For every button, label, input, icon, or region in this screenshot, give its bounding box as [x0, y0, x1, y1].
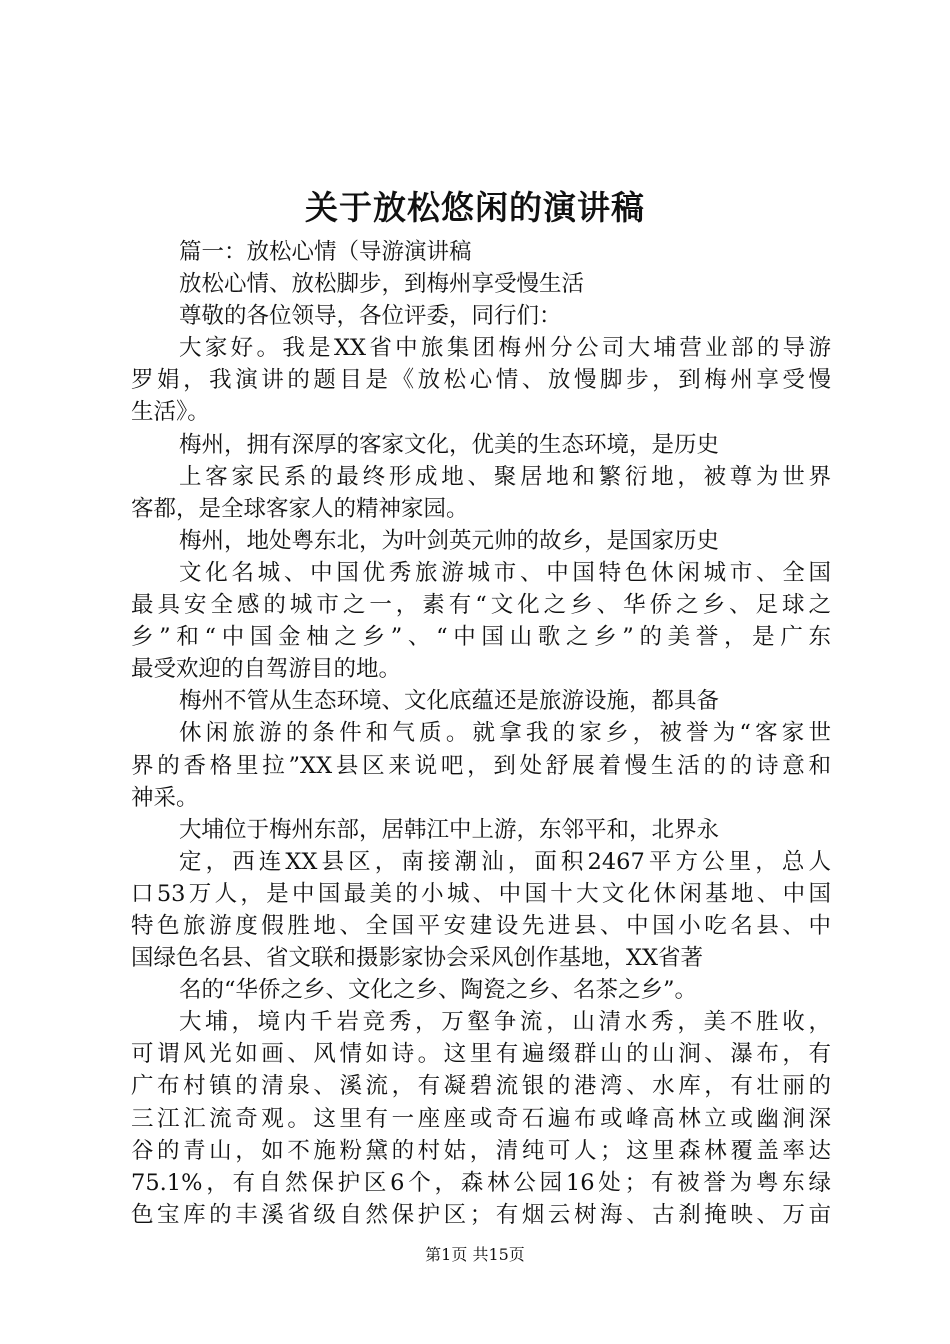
body-line-5: 罗娟，我演讲的题目是《放松心情、放慢脚步，到梅州享受慢 [131, 367, 831, 394]
body-line-4: 大家好。我是XX省中旅集团梅州分公司大埔营业部的导游 [179, 335, 831, 362]
body-line-11: 文化名城、中国优秀旅游城市、中国特色休闲城市、全国 [179, 559, 831, 586]
body-line-8: 上客家民系的最终形成地、聚居地和繁衍地，被尊为世界 [179, 463, 831, 490]
body-line-19: 大埔位于梅州东部，居韩江中上游，东邻平和，北界永 [179, 816, 720, 843]
body-line-1: 篇一：放松心情（导游演讲稿 [179, 239, 472, 265]
document-title: 关于放松悠闲的演讲稿 [305, 188, 645, 227]
body-line-24: 名的“华侨之乡、文化之乡、陶瓷之乡、名茶之乡”。 [179, 977, 698, 1004]
body-line-16: 休闲旅游的条件和气质。就拿我的家乡，被誉为“客家世 [179, 720, 831, 747]
body-line-2: 放松心情、放松脚步，到梅州享受慢生活 [179, 271, 585, 298]
body-line-31: 色宝库的丰溪省级自然保护区；有烟云树海、古刹掩映、万亩 [131, 1201, 831, 1228]
body-line-12: 最具安全感的城市之一，素有“文化之乡、华侨之乡、足球之 [131, 592, 831, 619]
body-line-30: 75.1%，有自然保护区6个，森林公园16处；有被誉为粤东绿 [131, 1169, 831, 1196]
body-line-15: 梅州不管从生态环境、文化底蕴还是旅游设施，都具备 [179, 688, 720, 715]
page-footer: 第1页 共15页 [425, 1245, 525, 1264]
body-line-10: 梅州，地处粤东北，为叶剑英元帅的故乡，是国家历史 [179, 527, 720, 554]
body-line-23: 国绿色名县、省文联和摄影家协会采风创作基地，XX省著 [131, 945, 704, 972]
body-line-26: 可谓风光如画、风情如诗。这里有遍缀群山的山涧、瀑布，有 [131, 1041, 831, 1068]
body-line-25: 大埔，境内千岩竞秀，万壑争流，山清水秀，美不胜收， [179, 1009, 831, 1036]
body-line-9: 客都，是全球客家人的精神家园。 [131, 495, 469, 522]
body-line-14: 最受欢迎的自驾游目的地。 [131, 656, 402, 683]
body-line-29: 谷的青山，如不施粉黛的村姑，清纯可人；这里森林覆盖率达 [131, 1137, 831, 1164]
body-line-17: 界的香格里拉”XX县区来说吧，到处舒展着慢生活的的诗意和 [131, 752, 831, 779]
body-line-21: 口53万人，是中国最美的小城、中国十大文化休闲基地、中国 [131, 880, 831, 907]
body-line-27: 广布村镇的清泉、溪流，有凝碧流银的港湾、水库，有壮丽的 [131, 1073, 831, 1100]
body-line-20: 定，西连XX县区，南接潮汕，面积2467平方公里，总人 [179, 848, 831, 875]
body-line-3: 尊敬的各位领导，各位评委，同行们： [179, 303, 562, 330]
body-line-18: 神采。 [131, 784, 199, 811]
document-body [131, 236, 831, 1231]
body-line-13: 乡”和“中国金柚之乡”、“中国山歌之乡”的美誉，是广东 [131, 624, 831, 651]
body-line-7: 梅州，拥有深厚的客家文化，优美的生态环境，是历史 [179, 431, 720, 458]
body-line-6: 生活》。 [131, 399, 210, 426]
body-line-28: 三江汇流奇观。这里有一座座或奇石遍布或峰高林立或幽涧深 [131, 1105, 831, 1132]
body-line-22: 特色旅游度假胜地、全国平安建设先进县、中国小吃名县、中 [131, 912, 831, 939]
